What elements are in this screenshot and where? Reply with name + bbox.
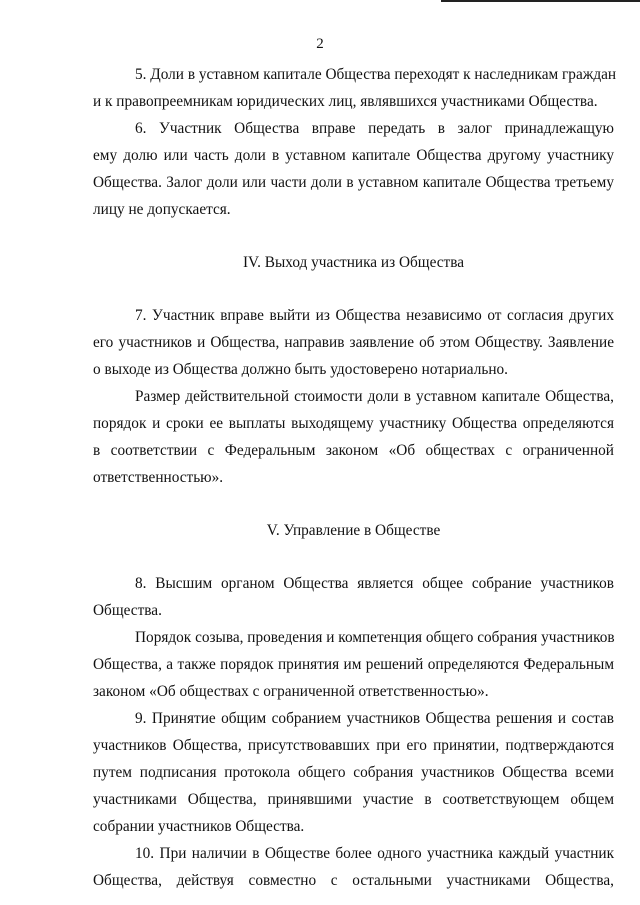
section-heading-v: V. Управление в Обществе — [266, 522, 441, 539]
text-line: и к правопреемникам юридических лиц, являвшихся участниками Общества. — [93, 93, 598, 110]
text-line: 8. Высшим органом Общества является общее собрание участников — [135, 575, 614, 592]
text-line: участников Общества, присутствовавших при его принятии, подтверждаются — [93, 737, 614, 754]
paragraph-5 — [93, 61, 617, 115]
section-heading-iv: IV. Выход участника из Общества — [242, 254, 465, 271]
text-line: 10. При наличии в Обществе более одного участника каждый участник — [135, 845, 614, 862]
paragraph-9 — [93, 705, 614, 840]
text-line: порядок и сроки ее выплаты выходящему участнику Общества определяются — [93, 415, 614, 432]
text-line: 6. Участник Общества вправе передать в залог принадлежащую — [135, 120, 614, 137]
document-body — [93, 61, 617, 894]
text-line: Общества, а также порядок принятия им решений определяются Федеральным — [93, 656, 614, 673]
text-line: его участников и Общества, направив заявление об этом Обществу. Заявление — [93, 334, 614, 351]
paragraph-7-cont — [93, 383, 614, 491]
text-line: Общества. — [93, 602, 162, 619]
text-line: Общества. Залог доли или части доли в уставном капитале Общества третьему — [93, 174, 614, 191]
text-line: Общества, действуя совместно с остальными участниками Общества, — [93, 872, 614, 889]
text-line: 9. Принятие общим собранием участников Общества решения и состав — [135, 710, 614, 727]
text-line: законом «Об обществах с ограниченной ответственностью». — [93, 683, 489, 700]
text-line: Порядок созыва, проведения и компетенция общего собрания участников — [135, 629, 615, 646]
paragraph-7 — [93, 302, 614, 383]
text-line: участниками Общества, принявшими участие в соответствующем общем — [93, 791, 614, 808]
text-line: 5. Доли в уставном капитале Общества переходят к наследникам граждан — [135, 66, 617, 83]
page-number: 2 — [316, 36, 324, 52]
text-line: путем подписания протокола общего собрания участников Общества всеми — [93, 764, 614, 781]
paragraph-10 — [93, 840, 614, 894]
paragraph-6 — [93, 115, 614, 223]
top-edge-rule — [441, 0, 640, 2]
paragraph-8 — [93, 570, 614, 624]
text-line: о выходе из Общества должно быть удостоверено нотариально. — [93, 361, 508, 378]
text-line: 7. Участник вправе выйти из Общества независимо от согласия других — [135, 307, 614, 324]
text-line: ответственностью». — [93, 469, 224, 486]
text-line: Размер действительной стоимости доли в уставном капитале Общества, — [135, 388, 614, 405]
paragraph-8-cont — [93, 624, 614, 705]
text-line: в соответствии с Федеральным законом «Об обществах с ограниченной — [93, 442, 614, 459]
text-line: ему долю или часть доли в уставном капитале Общества другому участнику — [93, 147, 614, 164]
text-line: собрании участников Общества. — [93, 818, 305, 835]
text-line: лицу не допускается. — [93, 201, 231, 218]
